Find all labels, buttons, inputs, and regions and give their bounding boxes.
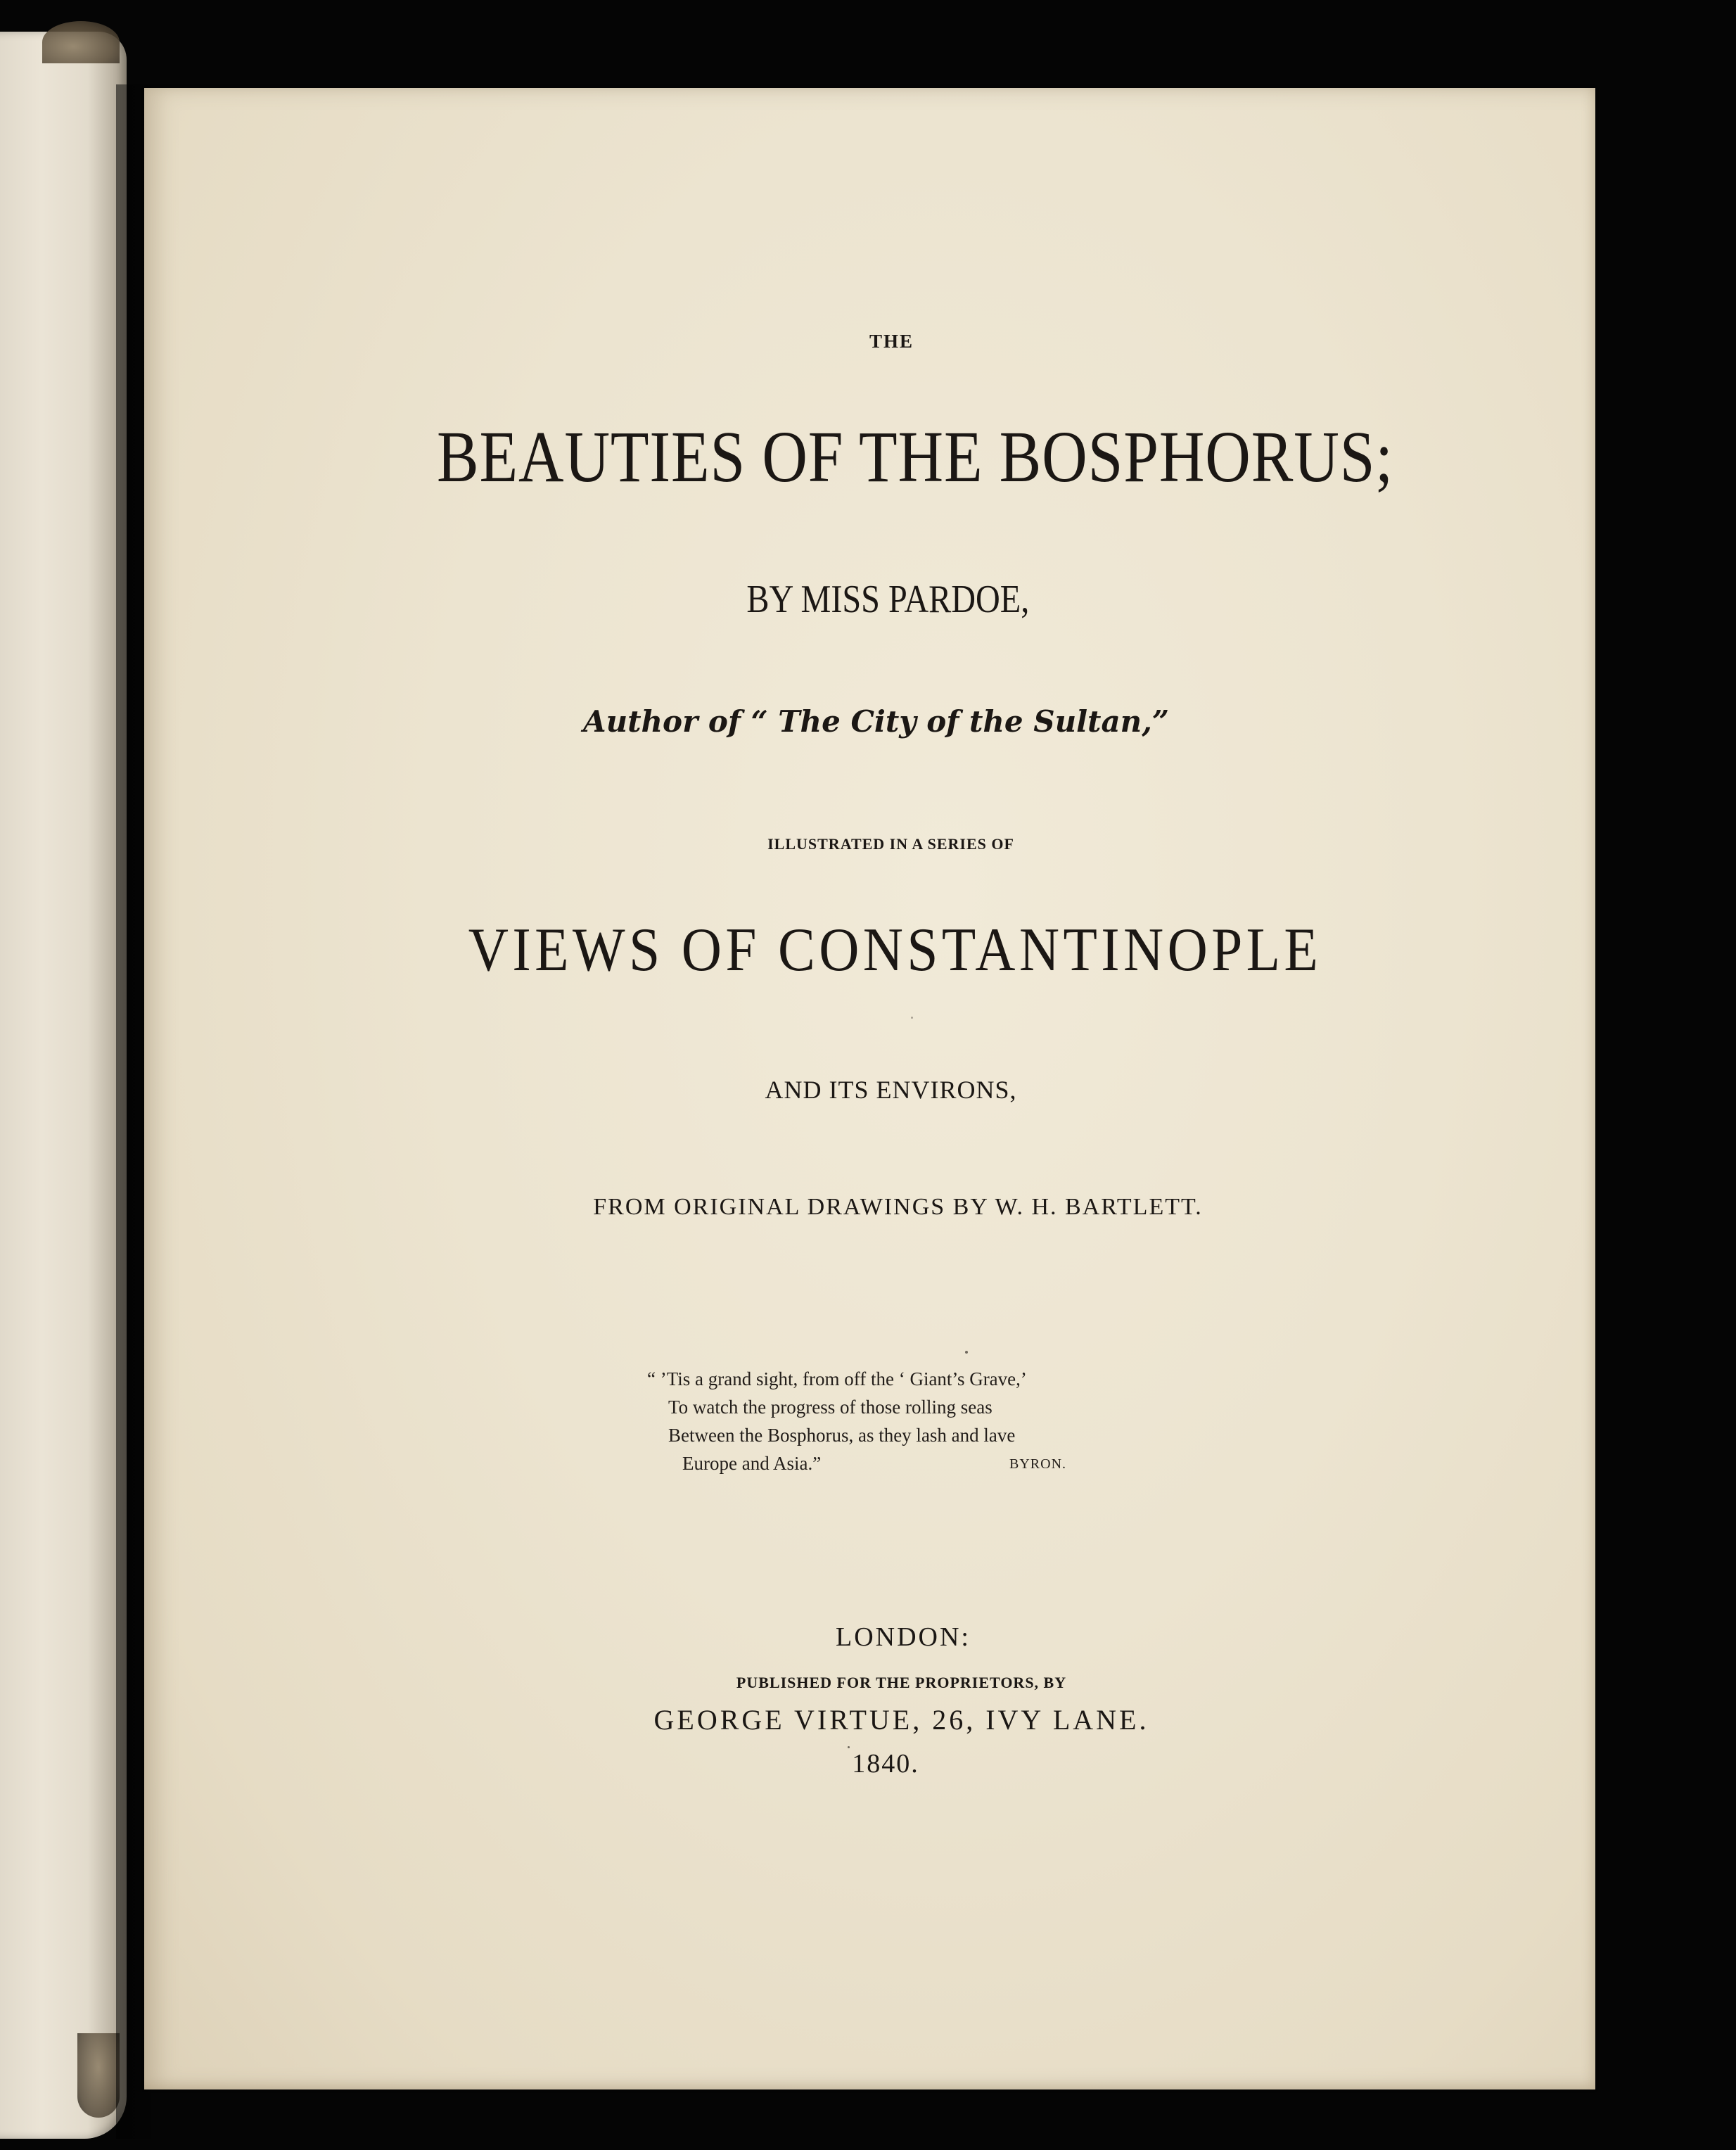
illustrator-line: FROM ORIGINAL DRAWINGS BY W. H. BARTLETT. bbox=[593, 1194, 1203, 1220]
binding-corner-top bbox=[42, 21, 120, 63]
imprint-year: 1840. bbox=[852, 1749, 919, 1779]
paper-speck bbox=[848, 1746, 850, 1748]
imprint-publisher: GEORGE VIRTUE, 26, IVY LANE. bbox=[653, 1704, 1149, 1736]
epigraph bbox=[647, 1365, 1111, 1477]
epigraph-line: Europe and Asia.” bbox=[682, 1453, 822, 1474]
book-title: BEAUTIES OF THE BOSPHORUS; bbox=[436, 416, 1394, 497]
imprint-published-for: PUBLISHED FOR THE PROPRIETORS, BY bbox=[736, 1674, 1067, 1691]
epigraph-line: To watch the progress of those rolling seas bbox=[668, 1397, 993, 1418]
author-credits-line: Author of “ The City of the Sultan,” bbox=[583, 704, 1169, 739]
author-line: BY MISS PARDOE, bbox=[746, 578, 1030, 621]
binding-corner-bottom bbox=[77, 2033, 120, 2118]
epigraph-attribution: BYRON. bbox=[1009, 1456, 1067, 1472]
title-article: THE bbox=[869, 331, 914, 352]
left-page-edge bbox=[0, 32, 127, 2139]
epigraph-line: “ ’Tis a grand sight, from off the ‘ Giant’s Grave,’ bbox=[647, 1368, 1027, 1389]
paper-speck bbox=[965, 1351, 968, 1354]
imprint-city: LONDON: bbox=[836, 1622, 971, 1652]
subtitle: VIEWS OF CONSTANTINOPLE bbox=[468, 916, 1322, 984]
paper-speck bbox=[911, 1017, 913, 1019]
epigraph-line: Between the Bosphorus, as they lash and lave bbox=[668, 1425, 1016, 1446]
environs-line: AND ITS ENVIRONS, bbox=[765, 1076, 1017, 1104]
illustrated-line: ILLUSTRATED IN A SERIES OF bbox=[767, 835, 1014, 853]
title-page bbox=[144, 88, 1595, 2089]
